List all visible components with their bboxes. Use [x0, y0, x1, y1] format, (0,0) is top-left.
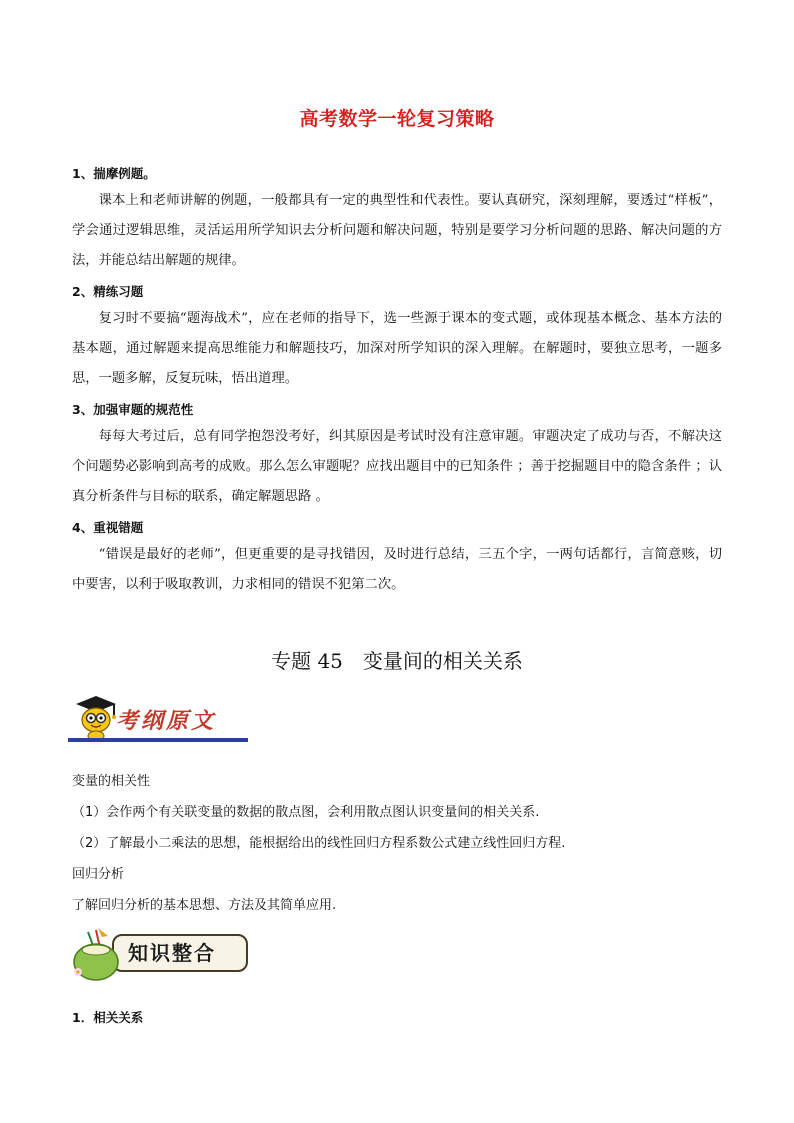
outline-line-5: 了解回归分析的基本思想、方法及其简单应用.	[72, 898, 337, 913]
strategy-1-heading: 1、揣摩例题。	[72, 166, 156, 181]
outline-line-4: 回归分析	[72, 867, 125, 882]
knowledge-section-1: 1．相关关系	[72, 1010, 144, 1025]
strategy-2-heading: 2、精练习题	[72, 284, 144, 299]
strategy-4-text: “错误是最好的老师”，但更重要的是寻找错因，及时进行总结，三五个字，一两句话都行，言简意赅，切中要害，以利于吸取教训，力求相同的错误不犯第二次。	[72, 547, 722, 592]
banner-knowledge	[68, 928, 248, 978]
outline-line-1: 变量的相关性	[72, 774, 151, 789]
strategy-4-heading: 4、重视错题	[72, 520, 144, 535]
topic-title: 专题 45 变量间的相关关系	[271, 649, 523, 673]
strategy-3-text: 每每大考过后，总有同学抱怨没考好，纠其原因是考试时没有注意审题。审题决定了成功与否，不解决这个问题势必影响到高考的成败。那么怎么审题呢？应找出题目中的已知条件 ；善于挖掘题目中的隐含条件 ；认真分析条件与目标的联系，确定解题思路 。	[72, 429, 722, 504]
coconut-drink-icon	[68, 924, 128, 982]
banner-outline	[68, 694, 248, 744]
main-title: 高考数学一轮复习策略	[299, 108, 495, 130]
strategy-2-text: 复习时不要搞“题海战术”，应在老师的指导下，选一些源于课本的变式题，或体现基本概念、基本方法的基本题，通过解题来提高思维能力和解题技巧，加深对所学知识的深入理解。在解题时，要独立思考，一题多思，一题多解，反复玩味，悟出道理。	[72, 311, 722, 386]
banner-knowledge-label: 知识整合	[128, 941, 216, 965]
banner-outline-underline	[68, 738, 248, 742]
strategy-3-heading: 3、加强审题的规范性	[72, 402, 194, 417]
outline-line-3: （2）了解最小二乘法的思想，能根据给出的线性回归方程系数公式建立线性回归方程.	[72, 836, 566, 851]
banner-outline-label: 考纲原文	[116, 708, 217, 734]
strategy-1-text: 课本上和老师讲解的例题，一般都具有一定的典型性和代表性。要认真研究，深刻理解，要透过“样板”，学会通过逻辑思维，灵活运用所学知识去分析问题和解决问题，特别是要学习分析问题的思路、解决问题的方法，并能总结出解题的规律。	[72, 193, 722, 268]
outline-line-2: （1）会作两个有关联变量的数据的散点图，会利用散点图认识变量间的相关关系.	[72, 805, 540, 820]
